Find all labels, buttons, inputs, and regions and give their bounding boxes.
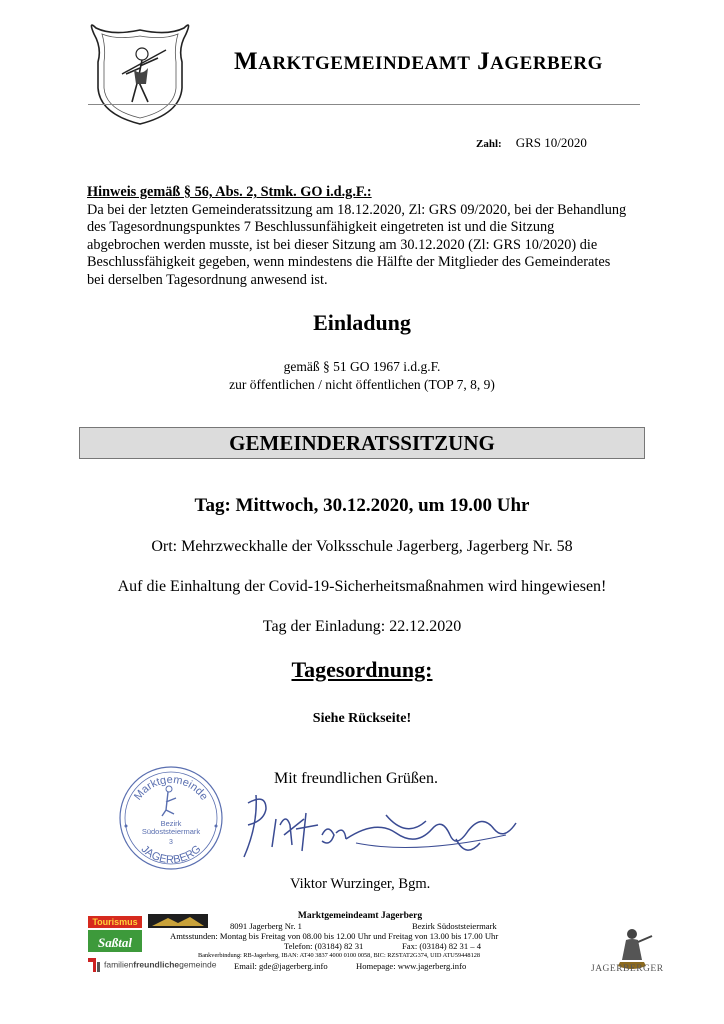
meeting-date: Tag: Mittwoch, 30.12.2020, um 19.00 Uhr: [194, 495, 530, 516]
footer-email[interactable]: Email: gde@jagerberg.info: [234, 961, 328, 971]
einladung-line-2: zur öffentlichen / nicht öffentlichen (TOP 7, 8, 9): [229, 377, 495, 392]
svg-text:JAGERBERG: [139, 843, 204, 866]
signer-name: Viktor Wurzinger, Bgm.: [290, 876, 431, 892]
hinweis-line: Beschlussfähigkeit gegeben, wenn mindestens die Hälfte der Mitglieder des Gemeinderates: [87, 254, 611, 270]
svg-text:Marktgemeinde: [132, 774, 210, 803]
meeting-banner: GEMEINDERATSSITZUNG: [79, 427, 645, 459]
zahl-value: GRS 10/2020: [515, 135, 587, 150]
einladung-subtitle: [0, 358, 724, 394]
agenda-title: Tagesordnung:: [291, 657, 433, 682]
footer-homepage[interactable]: Homepage: www.jagerberg.info: [356, 961, 467, 971]
tourismus-saastal-logo: [88, 914, 142, 954]
hinweis-line: des Tagesordnungspunktes 7 Beschlussunfähigkeit eingetreten ist und die Sitzung: [87, 219, 555, 235]
stamp-mid1: Bezirk: [160, 819, 182, 828]
hinweis-line: bei derselben Tagesordnung anwesend ist.: [87, 271, 328, 288]
footer-bank: Bankverbindung: RB-Jagerberg, IBAN: AT40 3837 4000 0100 0058, BIC: RZSTAT2G374, UID ATU59448128: [198, 952, 481, 959]
covid-notice: Auf die Einhaltung der Covid-19-Sicherheitsmaßnahmen wird hingewiesen!: [117, 578, 607, 595]
agenda-note: Siehe Rückseite!: [312, 711, 412, 726]
jagerberger-logo-text: JAGERBERGER: [591, 964, 664, 974]
footer-bezirk: Bezirk Südoststeiermark: [412, 921, 497, 931]
coat-of-arms-icon: [88, 18, 192, 126]
hinweis-heading: Hinweis gemäß § 56, Abs. 2, Stmk. GO i.d.g.F.:: [87, 184, 372, 200]
footer-contact: [150, 911, 570, 971]
stamp-mid2: Südoststeiermark: [141, 827, 201, 836]
meeting-location: Ort: Mehrzweckhalle der Volksschule Jagerberg, Jagerberg Nr. 58: [151, 538, 573, 555]
footer-telefon: Telefon: (03184) 82 31: [284, 941, 364, 951]
hinweis-block: [87, 184, 642, 289]
footer-address: 8091 Jagerberg Nr. 1: [230, 921, 302, 931]
zahl-label: Zahl:: [476, 138, 502, 150]
family-icon: [88, 958, 104, 972]
stamp-top-text: Marktgemeinde: [132, 773, 211, 803]
invitation-date: Tag der Einladung: 22.12.2020: [262, 618, 462, 635]
stamp-number: 3: [169, 839, 173, 846]
einladung-title: Einladung: [313, 310, 411, 335]
closing-greeting: Mit freundlichen Grüßen.: [274, 770, 438, 787]
official-stamp-icon: [116, 762, 226, 872]
footer-fax: Fax: (03184) 82 31 – 4: [402, 941, 482, 951]
hinweis-line: Da bei der letzten Gemeinderatssitzung am 18.12.2020, Zl: GRS 09/2020, bei der Behandlung: [87, 201, 627, 218]
einladung-line-1: gemäß § 51 GO 1967 i.d.g.F.: [283, 359, 441, 374]
tourismus-bottom: Saßtal: [98, 935, 132, 950]
footer-title: Marktgemeindeamt Jagerberg: [297, 911, 423, 921]
stamp-bottom-text: JAGERBERG: [138, 843, 204, 867]
footer-amtsstunden: Amtsstunden: Montag bis Freitag von 08.00 bis 12.00 Uhr und Freitag von 13.00 bis 17.00 Uhr: [170, 931, 499, 941]
signature-icon: [236, 785, 526, 865]
reference-number: [476, 135, 587, 151]
hinweis-line: abgebrochen werden musste, ist bei dieser Sitzung am 30.12.2020 (Zl: GRS 10/2020) die: [87, 236, 598, 253]
familienfreundliche-gemeinde-logo: familienfreundlichegemeinde: [88, 958, 216, 972]
header-divider: [88, 104, 640, 105]
document-title: MARKTGEMEINDEAMT JAGERBERG: [234, 48, 603, 75]
tourismus-top: Tourismus: [92, 917, 138, 927]
